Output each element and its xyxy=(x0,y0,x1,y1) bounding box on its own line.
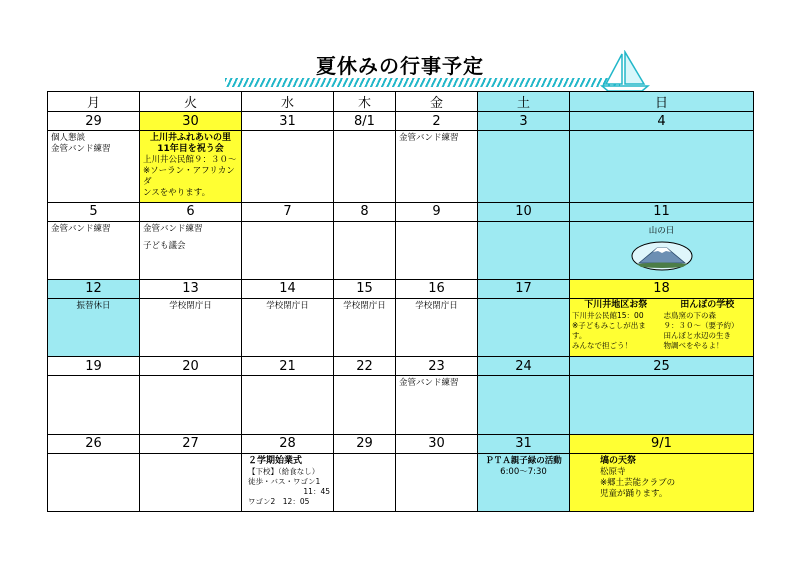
date-cell: 25 xyxy=(570,357,754,376)
event-cell xyxy=(396,376,478,434)
weekday-sun: 日 xyxy=(570,92,754,112)
date-cell: 23 xyxy=(396,357,478,376)
weekday-wed: 水 xyxy=(242,92,334,112)
date-cell: 11 xyxy=(570,202,754,221)
event-cell xyxy=(242,453,334,511)
weekday-sat: 土 xyxy=(478,92,570,112)
event-title: 田んぼの学校 xyxy=(680,299,735,310)
event-text: 金管バンド練習 xyxy=(399,133,459,144)
event-cell xyxy=(396,131,478,202)
event-text: 徒歩・バス・ワゴン1 xyxy=(248,476,321,486)
event-cell xyxy=(140,131,242,202)
event-row xyxy=(48,131,754,202)
event-text: ※郷土芸能クラブの xyxy=(600,477,676,488)
event-row xyxy=(48,221,754,279)
event-title: ２学期始業式 xyxy=(248,455,303,466)
event-text: ンスをやります。 xyxy=(143,188,211,199)
event-cell xyxy=(396,298,478,356)
date-cell: 19 xyxy=(48,357,140,376)
date-cell: 5 xyxy=(48,202,140,221)
date-row xyxy=(48,279,754,298)
event-title: 11年目を祝う会 xyxy=(157,144,224,155)
event-text: 田んぼと水辺の生き xyxy=(663,330,731,340)
event-cell xyxy=(570,298,754,356)
event-cell xyxy=(478,298,570,356)
date-cell: 12 xyxy=(48,279,140,298)
date-cell: 7 xyxy=(242,202,334,221)
event-cell xyxy=(334,221,396,279)
event-text: ※子どもみこしが出ます。 xyxy=(572,320,646,340)
event-cell xyxy=(140,376,242,434)
event-text: 上川井公民館９：３０～ xyxy=(143,155,237,166)
date-cell: 10 xyxy=(478,202,570,221)
weekday-tue: 火 xyxy=(140,92,242,112)
date-cell: 4 xyxy=(570,112,754,131)
date-cell: 9/1 xyxy=(570,434,754,453)
event-block-festival xyxy=(572,300,660,351)
event-cell xyxy=(396,453,478,511)
event-cell xyxy=(48,453,140,511)
date-cell: 30 xyxy=(140,112,242,131)
event-cell xyxy=(140,298,242,356)
event-title: ＰＴＡ親子緑の活動 xyxy=(485,455,562,466)
event-cell xyxy=(334,298,396,356)
event-cell xyxy=(242,221,334,279)
event-cell xyxy=(478,376,570,434)
event-row xyxy=(48,298,754,356)
event-text: 金管バンド練習 xyxy=(51,144,111,155)
event-text: ※ソーラン・アフリカンダ xyxy=(143,166,235,188)
event-cell xyxy=(478,453,570,511)
event-cell xyxy=(334,453,396,511)
date-cell: 28 xyxy=(242,434,334,453)
date-cell: 17 xyxy=(478,279,570,298)
event-text: 振替休日 xyxy=(76,300,111,311)
event-text: 物調べをやるよ！ xyxy=(663,340,724,350)
event-cell xyxy=(48,131,140,202)
date-cell: 22 xyxy=(334,357,396,376)
event-text: 学校閉庁日 xyxy=(415,300,458,311)
date-row xyxy=(48,112,754,131)
event-cell xyxy=(334,131,396,202)
page-title: 夏休みの行事予定 xyxy=(316,54,484,78)
event-block-rice-field-school xyxy=(664,300,752,351)
date-cell: 31 xyxy=(478,434,570,453)
date-cell: 8 xyxy=(334,202,396,221)
date-cell: 21 xyxy=(242,357,334,376)
calendar-table xyxy=(47,91,754,512)
event-text: 学校閉庁日 xyxy=(343,300,386,311)
event-row xyxy=(48,376,754,434)
event-text: 松原寺 xyxy=(600,466,626,477)
event-text: 児童が踊ります。 xyxy=(600,488,668,499)
date-cell: 31 xyxy=(242,112,334,131)
weekday-header-row xyxy=(48,92,754,112)
date-cell: 30 xyxy=(396,434,478,453)
date-cell: 3 xyxy=(478,112,570,131)
weekday-fri: 金 xyxy=(396,92,478,112)
event-title: 上川井ふれあいの里 xyxy=(149,133,231,144)
event-text: 個人懇談 xyxy=(51,133,86,144)
date-cell: 8/1 xyxy=(334,112,396,131)
event-cell xyxy=(570,453,754,511)
date-row xyxy=(48,202,754,221)
date-row xyxy=(48,434,754,453)
event-cell xyxy=(48,376,140,434)
event-cell xyxy=(48,221,140,279)
weekday-thu: 木 xyxy=(334,92,396,112)
event-text: 山の日 xyxy=(648,225,675,236)
date-cell: 13 xyxy=(140,279,242,298)
event-cell xyxy=(48,298,140,356)
event-text: ９：３０～（要予約） xyxy=(663,320,739,330)
event-text: みんなで担ごう！ xyxy=(572,340,632,350)
event-text: 学校閉庁日 xyxy=(169,300,212,311)
event-text: 下川井公民館15：00 xyxy=(572,310,644,320)
event-cell xyxy=(334,376,396,434)
sailboat-icon xyxy=(600,50,650,92)
event-cell xyxy=(242,131,334,202)
event-cell xyxy=(140,453,242,511)
date-row xyxy=(48,357,754,376)
event-text: ワゴン2 12：05 xyxy=(248,496,310,506)
title-stripe-decoration xyxy=(225,78,620,87)
date-cell: 6 xyxy=(140,202,242,221)
event-text: 金管バンド練習 xyxy=(51,223,111,234)
date-cell: 27 xyxy=(140,434,242,453)
event-row xyxy=(48,453,754,511)
event-text: 【下校】（給食なし） xyxy=(248,466,320,476)
date-cell: 26 xyxy=(48,434,140,453)
date-cell: 15 xyxy=(334,279,396,298)
date-cell: 2 xyxy=(396,112,478,131)
event-cell xyxy=(478,221,570,279)
event-title: 塙の天祭 xyxy=(600,455,637,466)
event-cell xyxy=(396,221,478,279)
date-cell: 29 xyxy=(334,434,396,453)
event-text: 6:00〜7:30 xyxy=(500,466,547,477)
date-cell: 14 xyxy=(242,279,334,298)
event-cell xyxy=(570,376,754,434)
event-text: 子ども議会 xyxy=(143,240,186,251)
event-cell xyxy=(242,376,334,434)
event-cell xyxy=(140,221,242,279)
event-text: 金管バンド練習 xyxy=(143,223,203,234)
event-text: 志鳥窯の下の森 xyxy=(663,310,716,320)
event-text: 学校閉庁日 xyxy=(266,300,309,311)
event-text: 11：45 xyxy=(303,486,330,496)
date-cell: 9 xyxy=(396,202,478,221)
event-cell xyxy=(478,131,570,202)
event-cell xyxy=(570,131,754,202)
event-title: 下川井地区お祭 xyxy=(584,299,648,310)
date-cell: 29 xyxy=(48,112,140,131)
event-cell xyxy=(242,298,334,356)
date-cell: 20 xyxy=(140,357,242,376)
date-cell: 18 xyxy=(570,279,754,298)
date-cell: 16 xyxy=(396,279,478,298)
mountain-icon xyxy=(631,241,693,271)
event-text: 金管バンド練習 xyxy=(399,378,459,389)
date-cell: 24 xyxy=(478,357,570,376)
event-cell xyxy=(570,221,754,279)
weekday-mon: 月 xyxy=(48,92,140,112)
